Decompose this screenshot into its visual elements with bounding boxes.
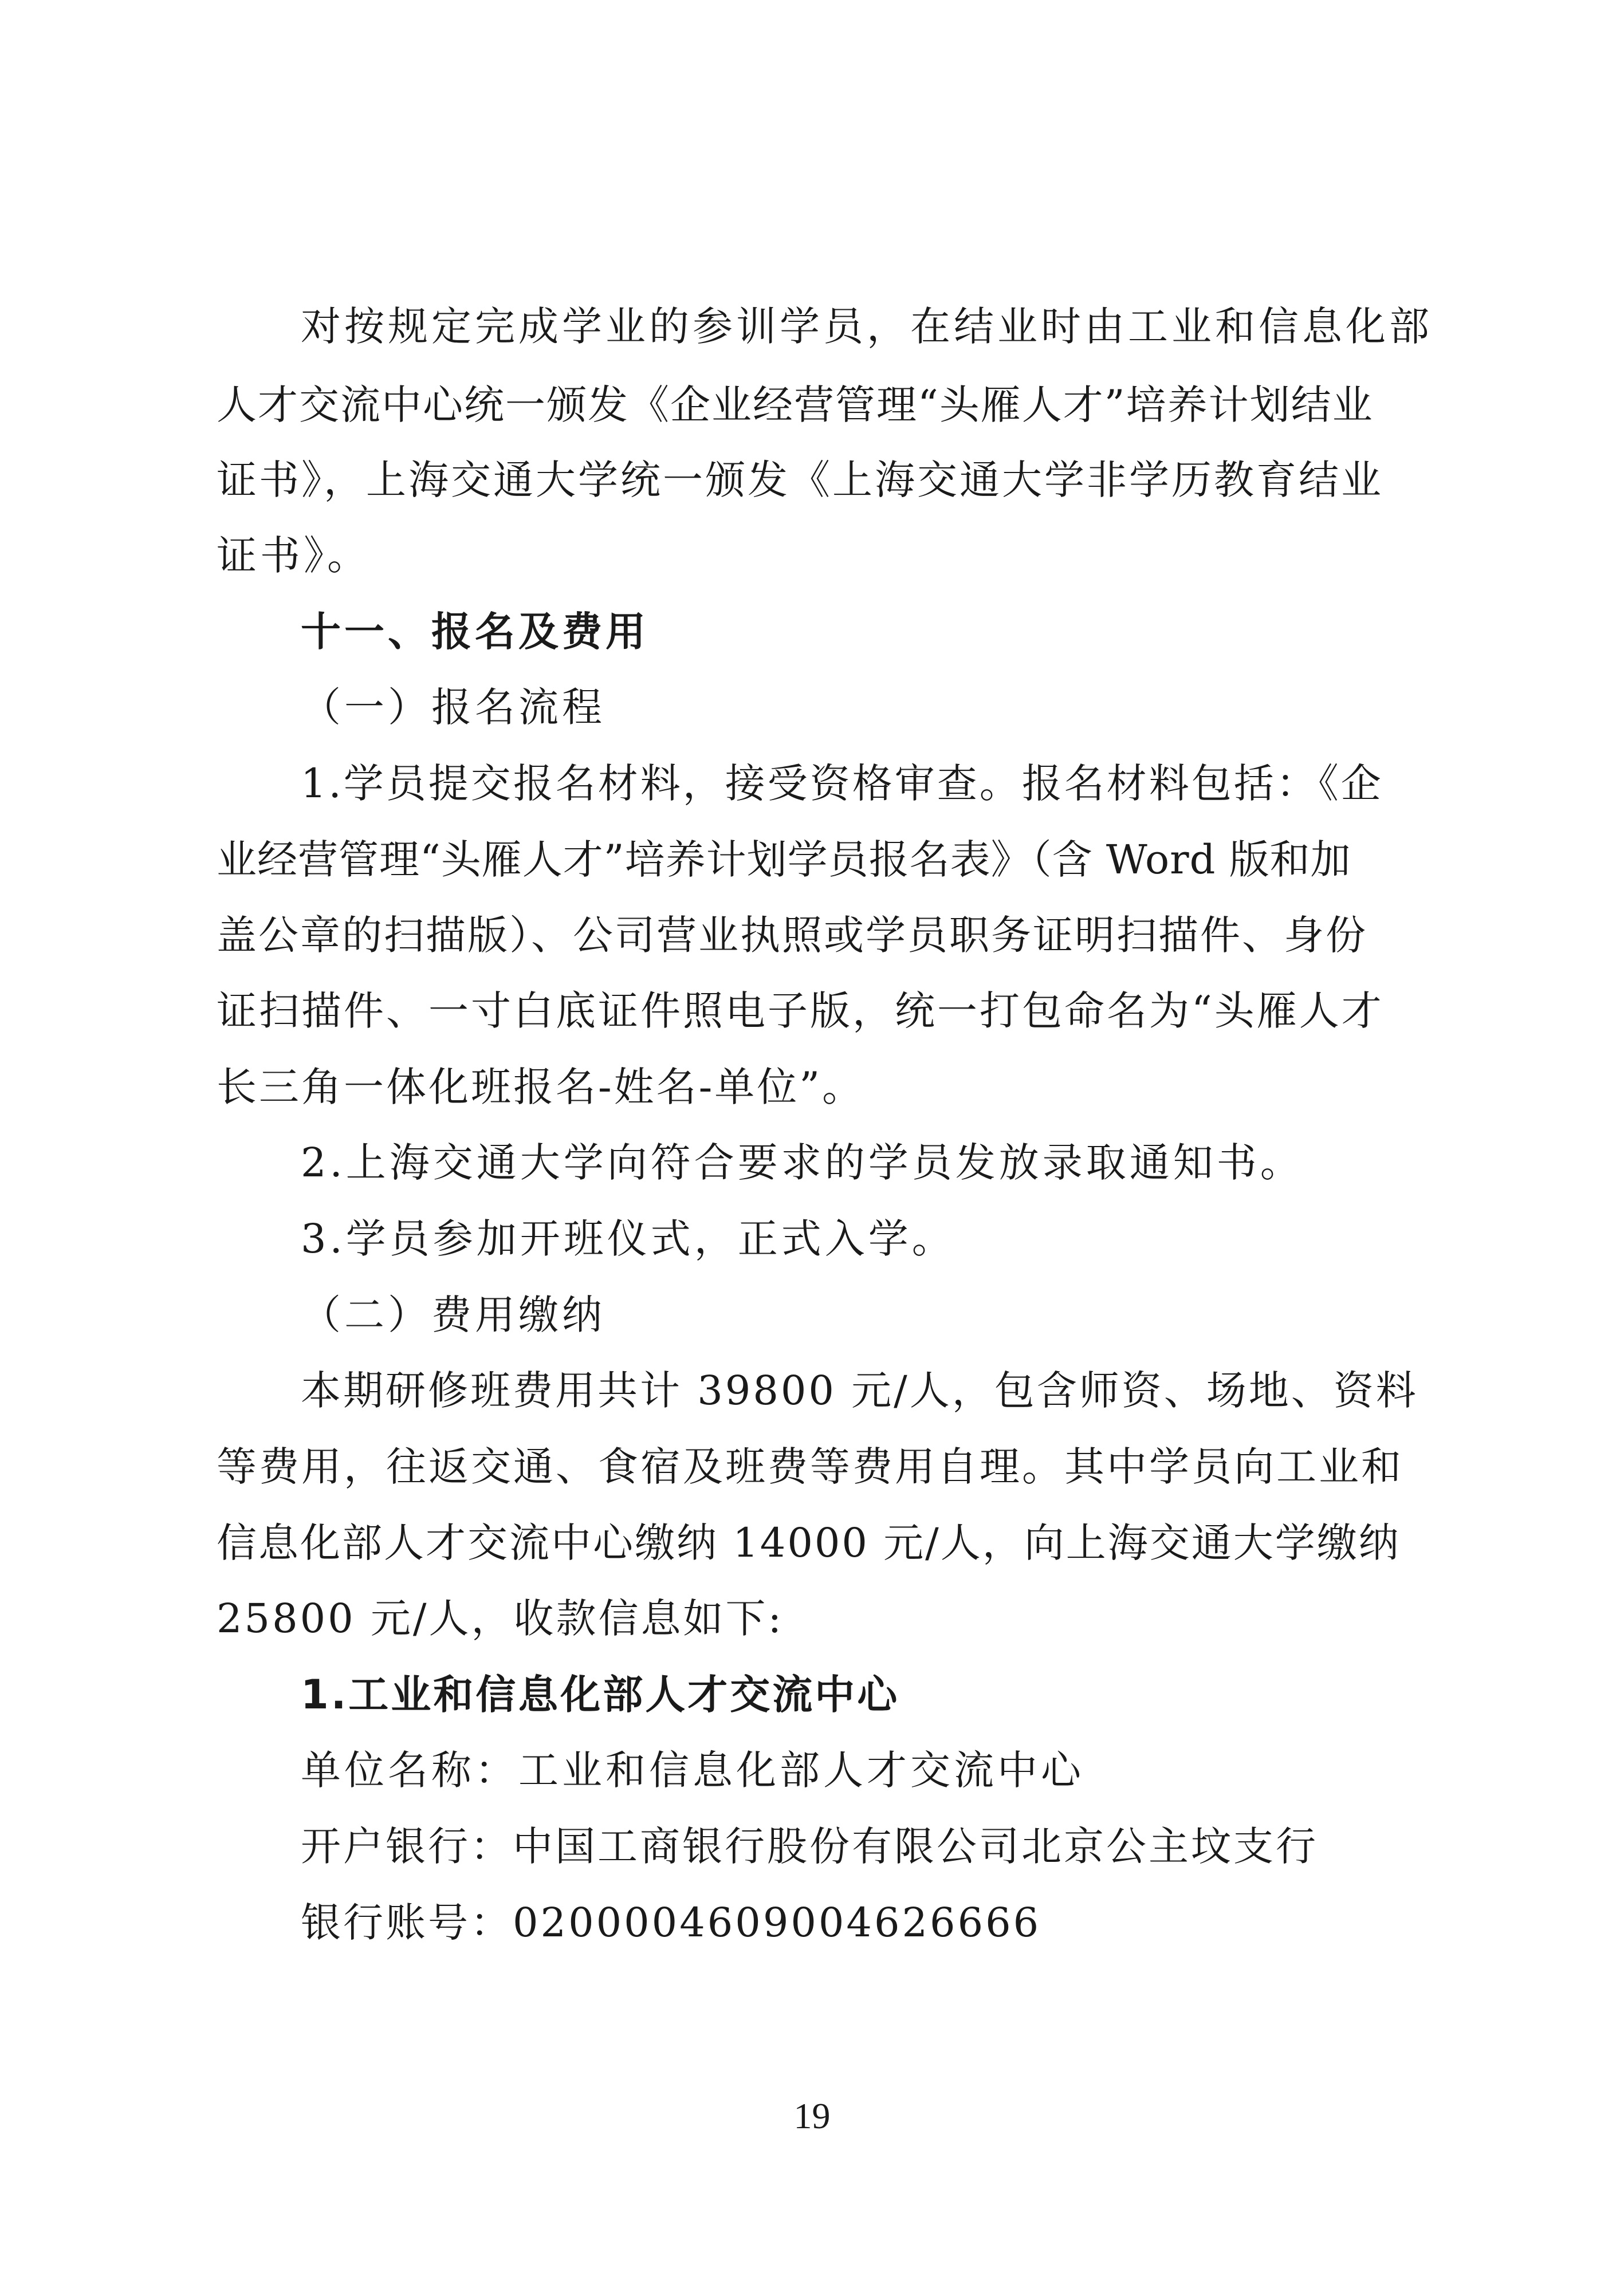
account-text: 银行账号：0200004609004626666 — [301, 1899, 1041, 1946]
paragraph-line — [217, 530, 1408, 598]
paragraph-line — [217, 834, 1351, 903]
paragraph-line — [301, 758, 1383, 826]
text-line: 信息化部人才交流中心缴纳 14000 元/人，向上海交通大学缴纳 — [217, 1519, 1401, 1566]
text-line: 3.学员参加开班仪式，正式入学。 — [301, 1215, 955, 1262]
paragraph-line — [217, 1061, 864, 1130]
paragraph-line — [217, 909, 1367, 978]
paragraph-line — [217, 1441, 1403, 1510]
page-number: 19 — [793, 2096, 831, 2136]
account-line — [301, 1897, 1041, 1966]
unit-name-line — [301, 1744, 1084, 1813]
paragraph-line — [217, 1593, 784, 1661]
text-line: 本期研修班费用共计 39800 元/人，包含师资、场地、资料 — [301, 1367, 1418, 1414]
paragraph-line — [217, 454, 1408, 523]
paragraph-line — [217, 985, 1384, 1054]
sub-heading-text: （二）费用缴纳 — [301, 1291, 605, 1338]
text-line: 证书》。 — [217, 532, 371, 579]
text-line: 业经营管理“头雁人才”培养计划学员报名表》（含 Word 版和加 — [217, 836, 1351, 883]
text-line: 25800 元/人，收款信息如下: — [217, 1595, 784, 1642]
section-heading — [301, 606, 649, 675]
payee-heading — [301, 1669, 899, 1738]
text-line: 对按规定完成学业的参训学员，在结业时由工业和信息化部 — [301, 303, 1433, 350]
paragraph-line — [217, 1517, 1401, 1586]
sub-heading-text: （一）报名流程 — [301, 684, 605, 731]
text-line: 2.上海交通大学向符合要求的学员发放录取通知书。 — [301, 1139, 1304, 1186]
paragraph-line — [301, 1137, 1304, 1206]
sub-heading — [301, 682, 605, 750]
paragraph-line — [217, 379, 1408, 448]
paragraph-line — [301, 1213, 955, 1282]
payee-heading-text: 1.工业和信息化部人才交流中心 — [301, 1671, 900, 1718]
paragraph-line — [301, 1365, 1418, 1433]
unit-name-text: 单位名称：工业和信息化部人才交流中心 — [301, 1747, 1084, 1794]
paragraph-line — [301, 301, 1433, 369]
sub-heading — [301, 1289, 605, 1358]
text-line: 人才交流中心统一颁发《企业经营管理“头雁人才”培养计划结业 — [217, 381, 1374, 428]
text-line: 1.学员提交报名材料，接受资格审查。报名材料包括：《企 — [301, 760, 1383, 807]
bank-text: 开户银行：中国工商银行股份有限公司北京公主坟支行 — [301, 1823, 1318, 1870]
text-line: 盖公章的扫描版）、公司营业执照或学员职务证明扫描件、身份 — [217, 912, 1367, 959]
bank-line — [301, 1821, 1318, 1889]
section-heading-text: 十一、报名及费用 — [301, 608, 649, 655]
text-line: 证书》，上海交通大学统一颁发《上海交通大学非学历教育结业 — [217, 456, 1383, 503]
text-line: 等费用，往返交通、食宿及班费等费用自理。其中学员向工业和 — [217, 1443, 1403, 1490]
text-line: 证扫描件、一寸白底证件照电子版，统一打包命名为“头雁人才 — [217, 987, 1384, 1034]
text-line: 长三角一体化班报名-姓名-单位”。 — [217, 1064, 865, 1110]
